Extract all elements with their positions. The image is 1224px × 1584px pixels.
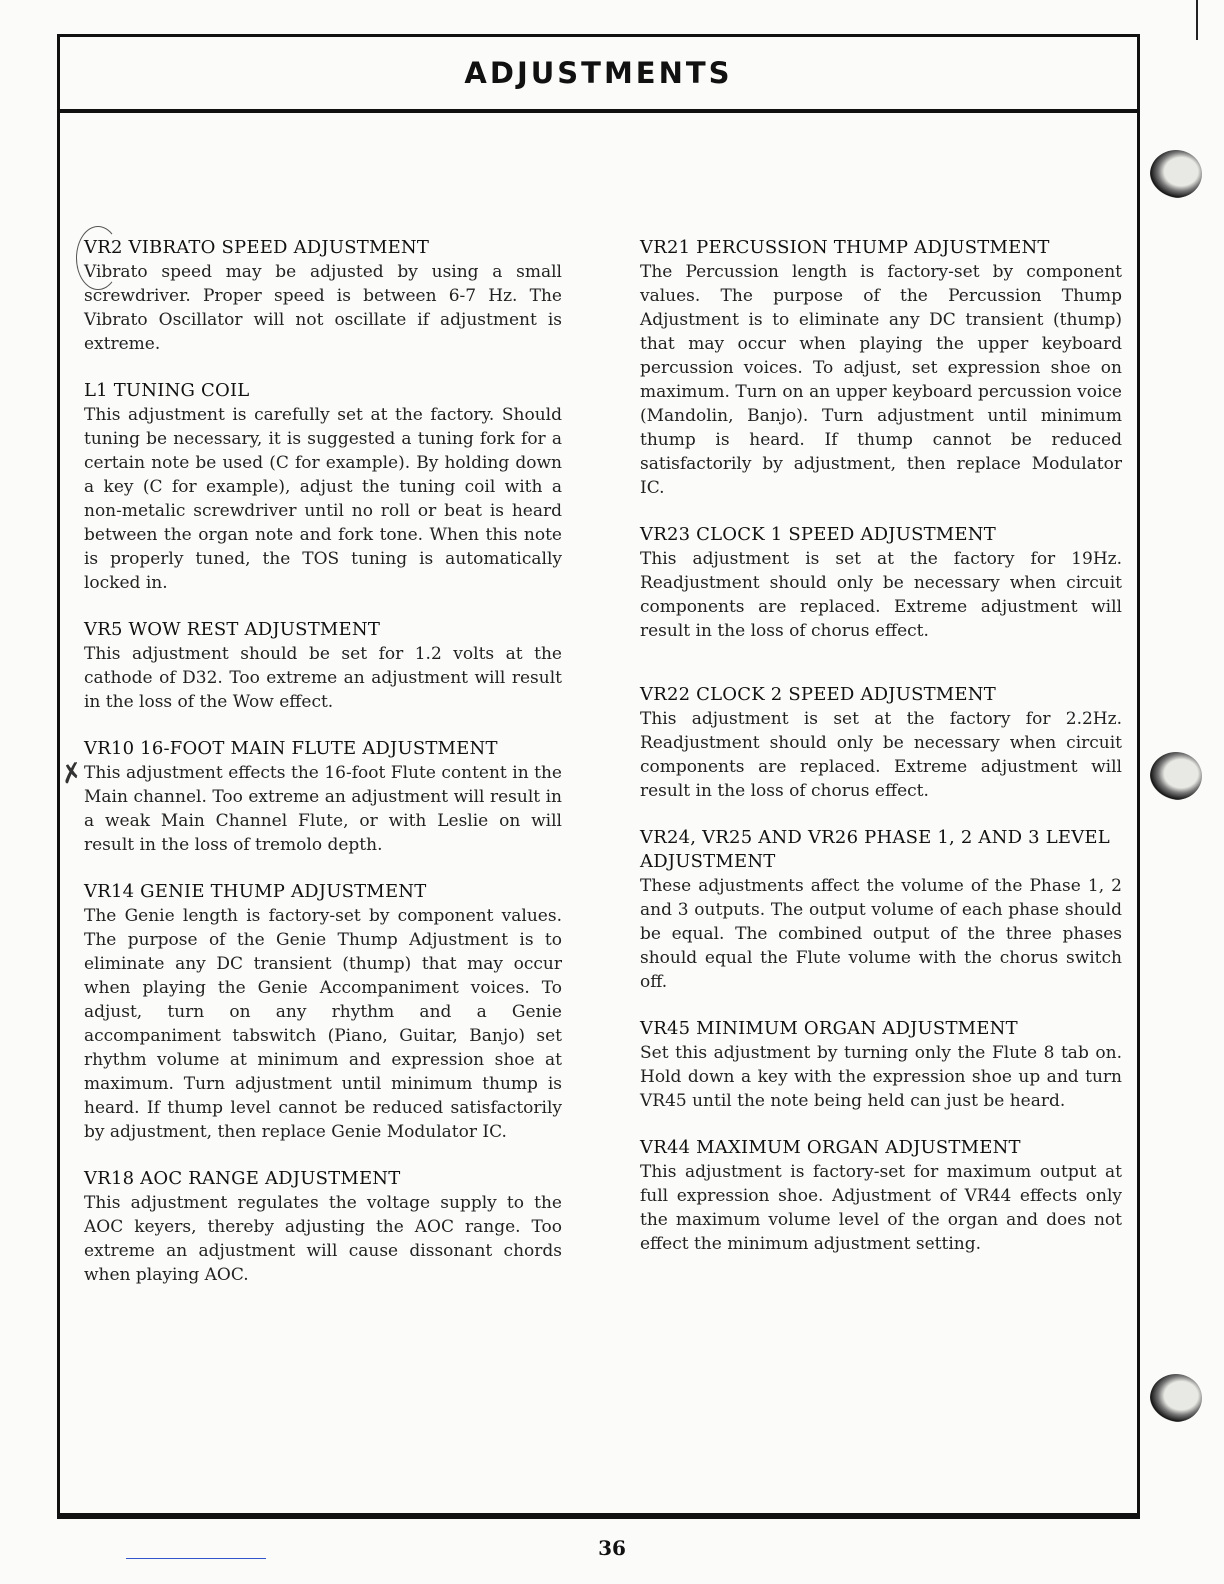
section-heading: VR18 AOC RANGE ADJUSTMENT <box>84 1168 401 1189</box>
section-vr2 <box>84 236 562 356</box>
page-title: ADJUSTMENTS <box>464 56 733 90</box>
section-body: This adjustment regulates the voltage supply to the AOC keyers, thereby adjusting the AOC range. Too extreme an adjustment will cause dissonant chords when playing AOC. <box>84 1193 562 1285</box>
binder-hole-middle <box>1150 752 1202 800</box>
section-heading: VR21 PERCUSSION THUMP ADJUSTMENT <box>640 237 1050 258</box>
handwritten-check-mark: ✗ <box>58 757 86 791</box>
right-column <box>640 236 1122 1279</box>
section-vr10 <box>84 737 562 857</box>
section-heading: VR23 CLOCK 1 SPEED ADJUSTMENT <box>640 524 996 545</box>
section-body: This adjustment is carefully set at the factory. Should tuning be necessary, it is suggested a tuning fork for a certain note be used (C for example). By holding down a key (C for example), adjust the tuning coil with a non-metalic screwdriver until no roll or beat is heard between the organ note and fork tone. When this note is properly tuned, the TOS tuning is automatically locked in. <box>84 405 562 593</box>
section-body: This adjustment should be set for 1.2 volts at the cathode of D32. Too extreme an adjustment will result in the loss of the Wow effect. <box>84 644 562 712</box>
section-heading: VR24, VR25 AND VR26 PHASE 1, 2 AND 3 LEVEL ADJUSTMENT <box>640 827 1110 872</box>
section-heading: VR5 WOW REST ADJUSTMENT <box>84 619 381 640</box>
section-body: This adjustment is set at the factory for 2.2Hz. Readjustment should only be necessary when circuit components are replaced. Extreme adjustment will result in the loss of chorus effect. <box>640 709 1122 801</box>
section-vr22 <box>640 683 1122 803</box>
binder-hole-bottom <box>1150 1374 1202 1422</box>
page-number: 36 <box>598 1536 626 1560</box>
section-body: This adjustment is set at the factory for 19Hz. Readjustment should only be necessary when circuit components are replaced. Extreme adjustment will result in the loss of chorus effect. <box>640 549 1122 641</box>
section-heading: VR45 MINIMUM ORGAN ADJUSTMENT <box>640 1018 1018 1039</box>
footer-rule <box>126 1558 266 1559</box>
section-heading: VR14 GENIE THUMP ADJUSTMENT <box>84 881 427 902</box>
left-column <box>84 236 562 1310</box>
section-body: These adjustments affect the volume of the Phase 1, 2 and 3 outputs. The output volume of each phase should be equal. The combined output of the three phases should equal the Flute volume with the chorus switch off. <box>640 876 1122 992</box>
section-heading: VR22 CLOCK 2 SPEED ADJUSTMENT <box>640 684 996 705</box>
section-body: The Percussion length is factory-set by component values. The purpose of the Percussion Thump Adjustment is to eliminate any DC transient (thump) that may occur when playing the upper keyboard percussion voices. To adjust, set expression shoe on maximum. Turn on an upper keyboard percussion voice (Mandolin, Banjo). Turn adjustment until minimum thump is heard. If thump cannot be reduced satisfactorily by adjustment, then replace Modulator IC. <box>640 262 1122 498</box>
binder-hole-top <box>1150 150 1202 198</box>
page-edge-rule <box>1196 0 1198 40</box>
section-vr45 <box>640 1017 1122 1113</box>
section-body: This adjustment effects the 16-foot Flute content in the Main channel. Too extreme an adjustment will result in a weak Main Channel Flute, or with Leslie on will result in the loss of tremolo depth. <box>84 763 562 855</box>
section-vr14 <box>84 880 562 1144</box>
section-vr18 <box>84 1167 562 1287</box>
section-vr44 <box>640 1136 1122 1256</box>
section-heading: VR2 VIBRATO SPEED ADJUSTMENT <box>84 237 430 258</box>
section-body: The Genie length is factory-set by component values. The purpose of the Genie Thump Adjustment is to eliminate any DC transient (thump) that may occur when playing the Genie Accompaniment voices. To adjust, turn on any rhythm and a Genie accompaniment tabswitch (Piano, Guitar, Banjo) set rhythm volume at minimum and expression shoe at maximum. Turn adjustment until minimum thump is heard. If thump level cannot be reduced satisfactorily by adjustment, then replace Genie Modulator IC. <box>84 906 562 1142</box>
section-body: This adjustment is factory-set for maximum output at full expression shoe. Adjustment of VR44 effects only the maximum volume level of the organ and does not effect the minimum adjustment setting. <box>640 1162 1122 1254</box>
section-vr5 <box>84 618 562 714</box>
section-vr24-26 <box>640 826 1122 994</box>
section-heading: VR10 16-FOOT MAIN FLUTE ADJUSTMENT <box>84 738 498 759</box>
section-heading: VR44 MAXIMUM ORGAN ADJUSTMENT <box>640 1137 1021 1158</box>
title-bar <box>60 37 1137 113</box>
section-l1 <box>84 379 562 595</box>
section-vr23 <box>640 523 1122 643</box>
section-body: Vibrato speed may be adjusted by using a small screwdriver. Proper speed is between 6-7 Hz. The Vibrato Oscillator will not oscillate if adjustment is extreme. <box>84 262 562 354</box>
section-heading: L1 TUNING COIL <box>84 380 250 401</box>
section-vr21 <box>640 236 1122 500</box>
section-body: Set this adjustment by turning only the Flute 8 tab on. Hold down a key with the expression shoe up and turn VR45 until the note being held can just be heard. <box>640 1043 1122 1111</box>
